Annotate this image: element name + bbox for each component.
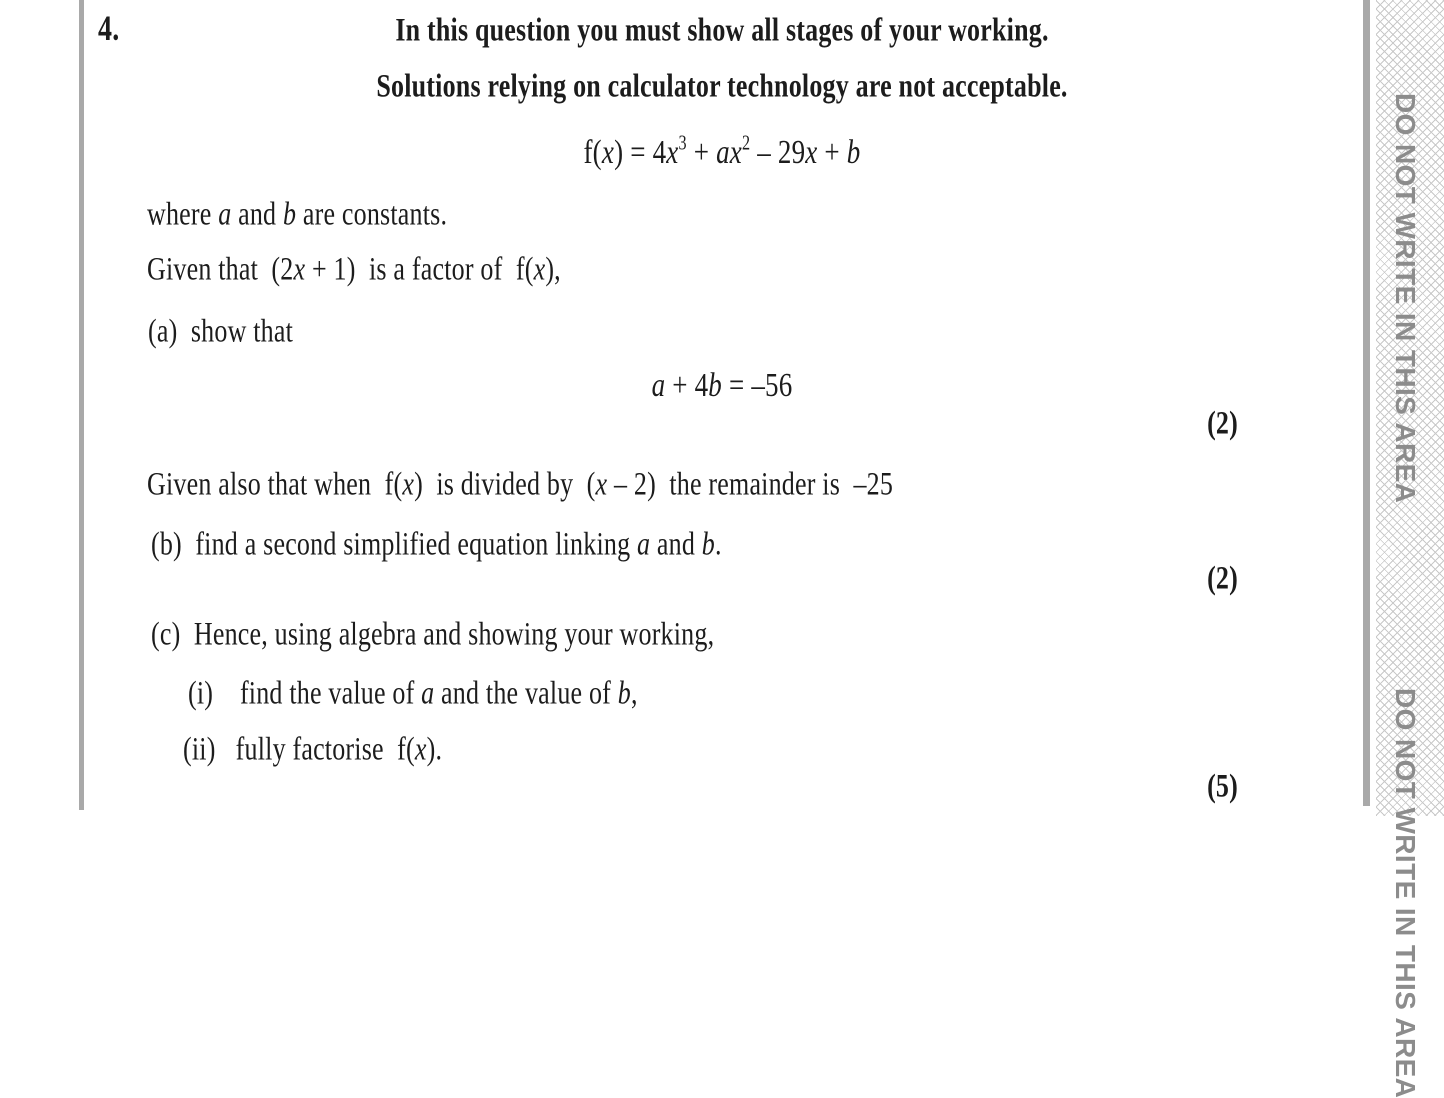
- do-not-write-margin: [1376, 0, 1444, 1098]
- factor-statement: Given that (2x + 1) is a factor of f(x),: [147, 250, 561, 288]
- do-not-write-watermark-bottom: DO NOT WRITE IN THIS AREA: [1390, 688, 1421, 1098]
- instruction-line-2: Solutions relying on calculator technology are not acceptable.: [376, 67, 1068, 105]
- left-page-border: [79, 0, 84, 810]
- question-number: 4.: [98, 9, 120, 49]
- part-b-marks: (2): [1207, 559, 1238, 597]
- part-a-prompt: (a) show that: [148, 312, 294, 350]
- part-b-prompt: (b) find a second simplified equation linking a and b.: [151, 525, 722, 563]
- part-c-prompt: (c) Hence, using algebra and showing your working,: [151, 615, 715, 653]
- remainder-statement: Given also that when f(x) is divided by (x – 2) the remainder is –25: [147, 465, 894, 503]
- instruction-line-1: In this question you must show all stages of your working.: [395, 11, 1049, 49]
- part-a-equation: a + 4b = –56: [651, 365, 793, 404]
- part-a-marks: (2): [1207, 404, 1238, 442]
- part-c-marks: (5): [1207, 767, 1238, 805]
- right-page-border: [1363, 0, 1370, 806]
- function-definition-equation: $f(x) = 4x^3 + ax^2 - 29x + b$: [583, 131, 861, 171]
- part-c-ii-prompt: (ii) fully factorise f(x).: [183, 730, 443, 768]
- do-not-write-watermark-top: DO NOT WRITE IN THIS AREA: [1390, 93, 1421, 504]
- part-c-i-prompt: (i) find the value of a and the value of b,: [188, 674, 638, 712]
- constants-statement: where a and b are constants.: [147, 195, 448, 233]
